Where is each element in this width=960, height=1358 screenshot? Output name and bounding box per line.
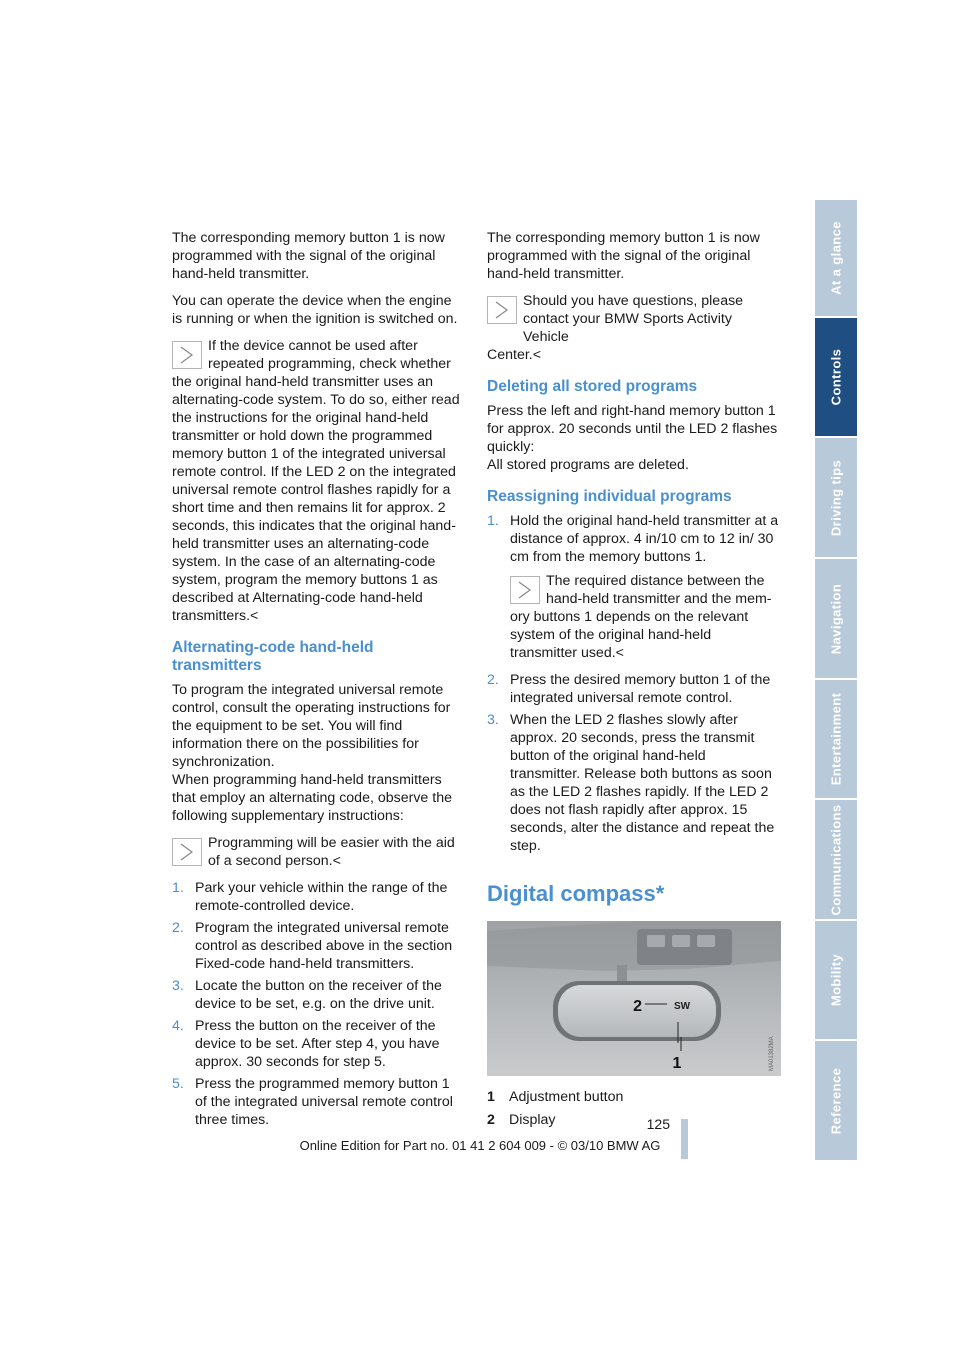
tab-label: Driving tips: [828, 459, 844, 536]
figure-code: MA01382MA: [769, 1036, 775, 1071]
note-arrow-icon: [510, 576, 540, 604]
tab-navigation[interactable]: [815, 557, 857, 678]
note-block: [172, 834, 464, 870]
step-text: Press the desired memory button 1 of the integrated universal remote control.: [510, 672, 771, 706]
step-list: [172, 879, 464, 1129]
step-text: Press the programmed memory button 1 of the integrated universal remote control three times.: [195, 1076, 453, 1128]
step-number: 1.: [172, 880, 184, 896]
tab-label: At a glance: [828, 221, 844, 295]
note-arrow-icon: [172, 341, 202, 369]
step-number: 1.: [487, 513, 499, 529]
paragraph: To program the integrated universal remote control, consult the operating instructions for the equipment to be set. You will find information there on the possibilities for synchronization.: [172, 682, 451, 770]
left-column: [172, 229, 464, 1133]
note-block: [510, 572, 779, 662]
section-heading: Deleting all stored programs: [487, 378, 698, 395]
step-text: Locate the button on the receiver of the device to be set, e.g. on the drive unit.: [195, 978, 442, 1012]
section-heading: Alternating-code hand-held transmitters: [172, 639, 374, 674]
note-text-continued: Center.<: [487, 347, 542, 363]
list-item: [487, 711, 779, 855]
chapter-tabs: [815, 198, 857, 1160]
note-text: If the device cannot be used after repeated programming, check whether: [208, 338, 451, 372]
tab-label: Communications: [828, 803, 844, 916]
legend-number: 1: [487, 1089, 495, 1105]
note-text: Programming will be easier with the aid of a second person.<: [208, 835, 455, 869]
step-number: 2.: [172, 920, 184, 936]
list-item: [172, 977, 464, 1013]
note-block: [172, 337, 464, 625]
list-item: [172, 919, 464, 973]
step-number: 2.: [487, 672, 499, 688]
section-heading: Reassigning individual programs: [487, 488, 732, 505]
note-block: [487, 292, 779, 364]
tab-mobility[interactable]: [815, 919, 857, 1039]
list-item: [487, 512, 779, 662]
callout-2: 2: [633, 998, 642, 1015]
compass-display-text: SW: [674, 1001, 691, 1012]
step-text: Park your vehicle within the range of the remote-controlled device.: [195, 880, 448, 914]
legend-number: 2: [487, 1112, 495, 1128]
tab-at-a-glance[interactable]: [815, 198, 857, 316]
list-item: [172, 1075, 464, 1129]
compass-mirror-figure: [487, 921, 781, 1076]
step-number: 5.: [172, 1076, 184, 1092]
step-text: When the LED 2 flashes slowly after approx. 20 seconds, press the transmit button of the original hand-held transmitter. Release both buttons as soon as the LED 2 flashes rapidly. If the LED 2 does not flash rapidly after approx. 15 seconds, alter the distance and repeat the step.: [510, 712, 775, 854]
section-heading-main: Digital compass*: [487, 881, 665, 906]
legend-text: Display: [509, 1112, 556, 1128]
note-text: Should you have questions, please contact your BMW Sports Activity Vehicle: [523, 293, 744, 345]
paragraph: All stored programs are deleted.: [487, 457, 689, 473]
step-text: Program the integrated universal remote control as described above in the section Fixed-code hand-held transmitters.: [195, 920, 453, 972]
legend-text: Adjustment button: [509, 1089, 624, 1105]
tab-label: Navigation: [828, 583, 844, 654]
tab-label: Controls: [828, 348, 844, 406]
tab-controls[interactable]: [815, 316, 857, 436]
paragraph: When programming hand-held transmitters that employ an alternating code, observe the following supplementary instructions:: [172, 772, 452, 824]
step-list: [487, 512, 779, 855]
legend-item: [487, 1088, 779, 1106]
list-item: [487, 671, 779, 707]
tab-driving-tips[interactable]: [815, 436, 857, 557]
paragraph: Press the left and right-hand memory button 1 for approx. 20 seconds until the LED 2 flashes quickly:: [487, 403, 778, 455]
callout-1: 1: [672, 1055, 682, 1072]
list-item: [172, 1017, 464, 1071]
tab-entertainment[interactable]: [815, 678, 857, 798]
step-number: 3.: [172, 978, 184, 994]
step-number: 4.: [172, 1018, 184, 1034]
note-text-continued: ory buttons 1 depends on the relevant system of the original hand-held transmitter used.<: [510, 609, 749, 661]
footer-edition-text: Online Edition for Part no. 01 41 2 604 009 - © 03/10 BMW AG: [299, 1138, 661, 1153]
step-number: 3.: [487, 712, 499, 728]
list-item: [172, 879, 464, 915]
tab-label: Reference: [828, 1067, 844, 1134]
note-text-continued: the original hand-held transmitter uses an alternating-code system. To do so, either read the instructions for the original hand-held transmitter or hold down the programmed memory button 1 of the integrated universal remote control. If the LED 2 on the integrated universal remote control flashes rapidly for a short time and then remains lit for approx. 2 seconds, this indicates that the original hand-held transmitter uses an alternating-code system. In the case of an alternating-code system, program the memory buttons 1 as described at Alternating-code hand-held transmitters.<: [172, 374, 460, 624]
step-text: Hold the original hand-held transmitter at a distance of approx. 4 in/10 cm to 12 in/ 30 cm from the memory buttons 1.: [510, 513, 779, 565]
tab-label: Entertainment: [828, 692, 844, 786]
tab-communications[interactable]: [815, 798, 857, 919]
paragraph: The corresponding memory button 1 is now programmed with the signal of the original hand-held transmitter.: [172, 230, 445, 282]
note-arrow-icon: [172, 838, 202, 866]
step-text: Press the button on the receiver of the device to be set. After step 4, you have approx. 30 seconds for step 5.: [195, 1018, 440, 1070]
paragraph: You can operate the device when the engine is running or when the ignition is switched on.: [172, 293, 458, 327]
paragraph: The corresponding memory button 1 is now programmed with the signal of the original hand-held transmitter.: [487, 230, 760, 282]
tab-label: Mobility: [828, 953, 844, 1007]
right-column: [487, 229, 779, 1134]
note-text: The required distance between the hand-held transmitter and the mem-: [546, 573, 772, 607]
page-number: 125: [646, 1116, 670, 1132]
rearview-mirror-illustration: [487, 921, 781, 1076]
note-arrow-icon: [487, 296, 517, 324]
